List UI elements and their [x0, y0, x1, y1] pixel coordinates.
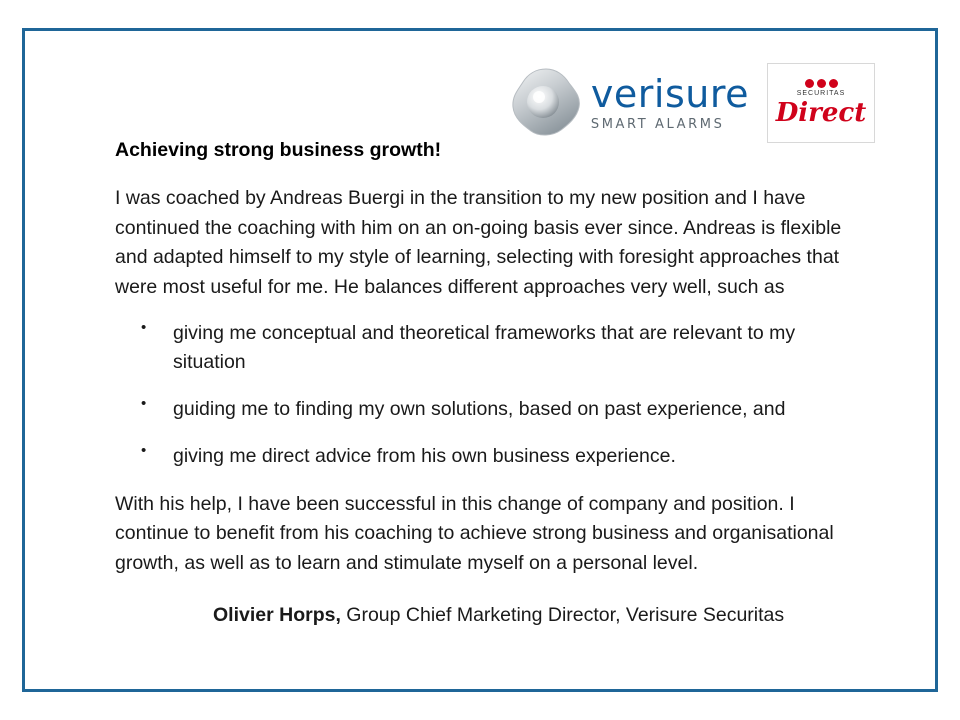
attribution-role: Group Chief Marketing Director, Verisure Securitas	[340, 604, 785, 627]
intro-paragraph: I was coached by Andreas Buergi in the transition to my new position and I have continued the coaching with him on an on-going basis ever since. Andreas is flexible and adapted himself to my style of learning, selecting with foresight approaches that were most useful for me. He balances different approaches very well, such as	[115, 187, 842, 298]
closing-paragraph: With his help, I have been successful in this change of company and position. I continue to benefit from his coaching to achieve strong business and organisational growth, as well as to learn and stimulate myself on a personal level.	[115, 492, 834, 574]
testimonial-content	[115, 139, 867, 627]
verisure-tagline: SMART ALARMS	[590, 117, 725, 132]
verisure-wordmark	[590, 72, 749, 132]
securitas-label: SECURITAS	[796, 89, 846, 97]
list-item: • guiding me to finding my own solutions, based on past experience, and	[115, 395, 867, 424]
verisure-star-icon	[509, 66, 583, 140]
logo-group	[509, 63, 875, 143]
slide-frame	[22, 28, 938, 692]
attribution	[115, 604, 867, 627]
bullet-list	[115, 319, 867, 472]
securitas-direct-logo	[767, 63, 875, 143]
list-item: • giving me direct advice from his own business experience.	[115, 442, 867, 471]
securitas-direct-word: Direct	[775, 97, 867, 128]
page-title: Achieving strong business growth!	[115, 139, 442, 161]
verisure-name: verisure	[590, 72, 749, 116]
attribution-name: Olivier Horps,	[213, 604, 341, 627]
list-item: • giving me conceptual and theoretical frameworks that are relevant to my situation	[115, 319, 867, 378]
securitas-dots-icon	[805, 79, 838, 88]
verisure-logo	[509, 66, 749, 140]
